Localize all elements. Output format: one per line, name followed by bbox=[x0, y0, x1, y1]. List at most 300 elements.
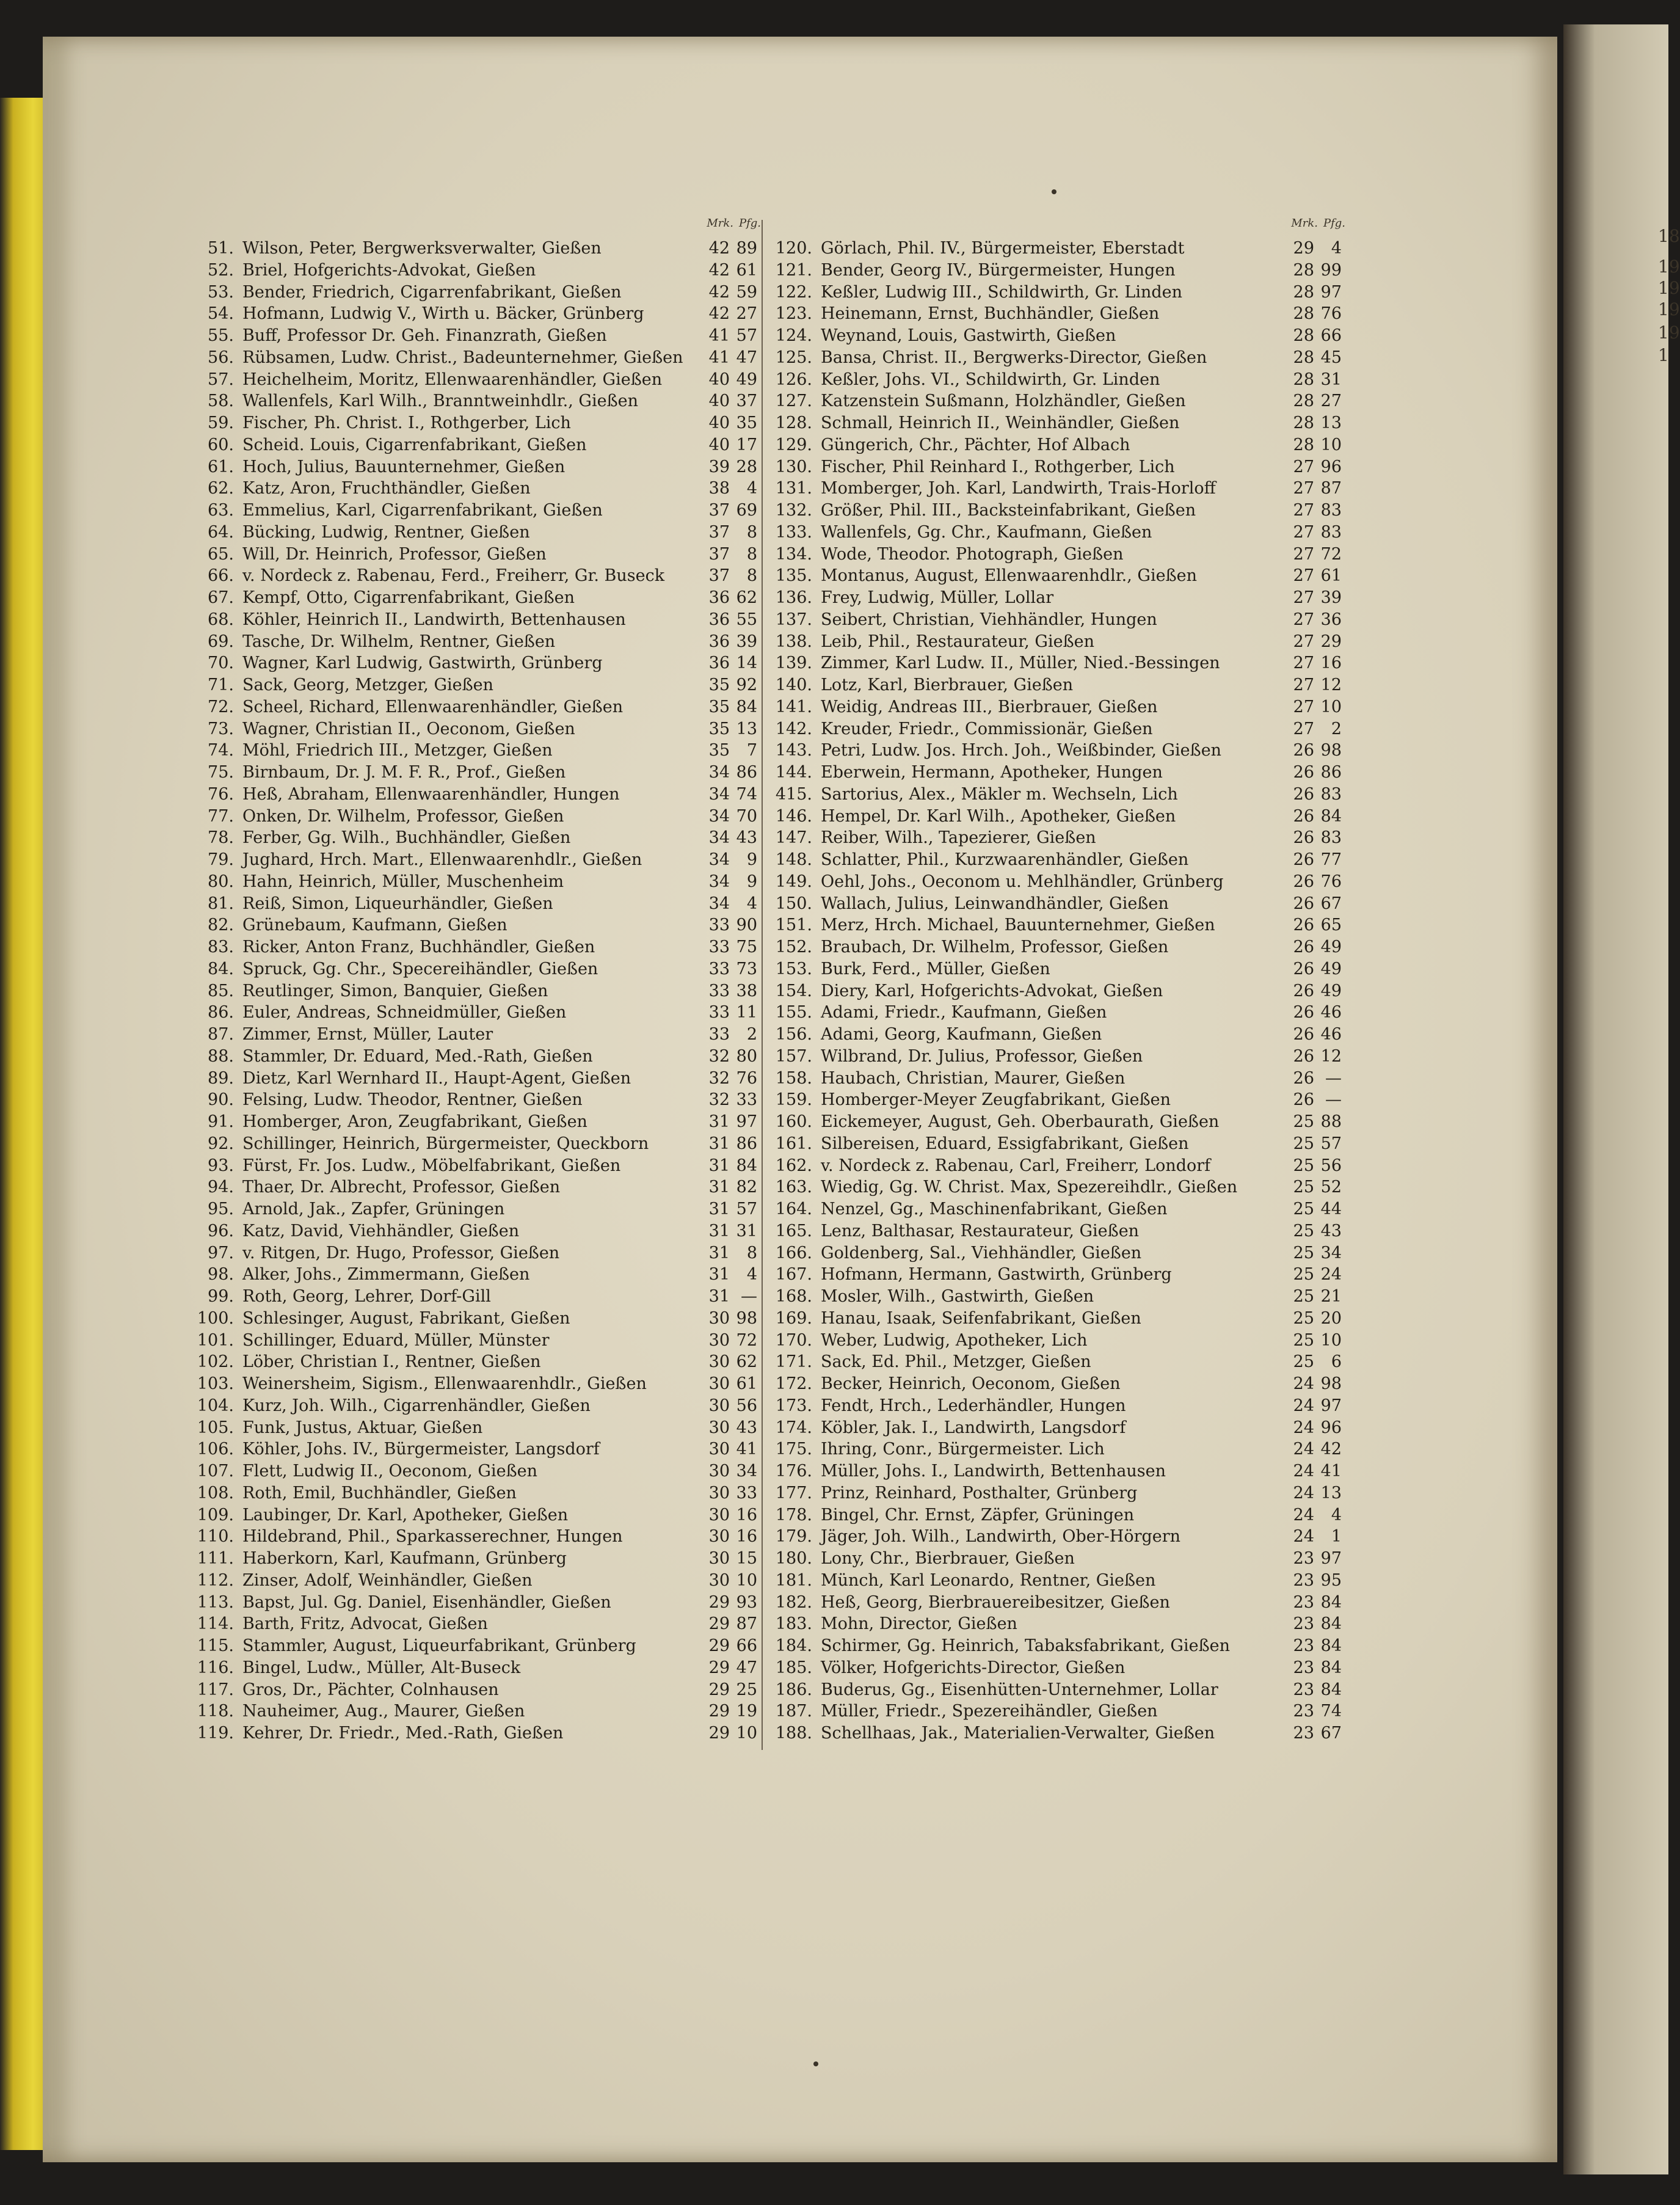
entry-pfennig: 61 bbox=[736, 260, 757, 280]
entry-number: 183. bbox=[775, 1614, 812, 1634]
entry-pfennig: 43 bbox=[736, 1418, 757, 1437]
list-item bbox=[192, 1111, 757, 1133]
entry-pfennig: 4 bbox=[746, 479, 757, 498]
entry-mark: 29 bbox=[708, 1636, 730, 1655]
entry-mark: 33 bbox=[708, 981, 730, 1000]
entry-number: 177. bbox=[775, 1483, 812, 1503]
entry-pfennig: 73 bbox=[736, 959, 757, 979]
entry-pfennig: 52 bbox=[1320, 1178, 1342, 1197]
entry-mark: 27 bbox=[1293, 544, 1314, 564]
entry-number: 69. bbox=[208, 632, 234, 651]
entry-number: 157. bbox=[775, 1046, 812, 1066]
entry-name: Laubinger, Dr. Karl, Apotheker, Gießen bbox=[242, 1505, 569, 1525]
entry-pfennig: 28 bbox=[736, 457, 757, 476]
entry-number: 105. bbox=[197, 1418, 234, 1437]
entry-mark: 32 bbox=[708, 1068, 730, 1088]
entry-number: 185. bbox=[775, 1658, 812, 1677]
entry-mark: 23 bbox=[1293, 1658, 1314, 1677]
entry-name: Bücking, Ludwig, Rentner, Gießen bbox=[242, 522, 530, 542]
entry-mark: 32 bbox=[708, 1090, 730, 1110]
list-item bbox=[192, 1417, 757, 1439]
entry-pfennig: 76 bbox=[736, 1068, 757, 1088]
list-item bbox=[192, 1482, 757, 1504]
entry-name: Müller, Johs. I., Landwirth, Bettenhausen bbox=[821, 1462, 1166, 1481]
entry-name: Bender, Georg IV., Bürgermeister, Hungen bbox=[821, 260, 1176, 280]
entry-number: 81. bbox=[208, 894, 234, 913]
entry-mark: 33 bbox=[708, 1003, 730, 1022]
list-item bbox=[771, 1242, 1342, 1264]
entry-mark: 33 bbox=[708, 938, 730, 957]
list-item bbox=[771, 478, 1342, 500]
entry-number: 146. bbox=[775, 806, 812, 826]
list-item bbox=[192, 1504, 757, 1526]
entry-name: v. Nordeck z. Rabenau, Ferd., Freiherr, Gr. Buseck bbox=[242, 566, 665, 586]
entry-name: Heinemann, Ernst, Buchhändler, Gießen bbox=[821, 304, 1160, 324]
entry-mark: 40 bbox=[708, 414, 730, 432]
entry-mark: 42 bbox=[708, 282, 730, 302]
entry-pfennig: 74 bbox=[736, 784, 757, 804]
list-item bbox=[192, 1460, 757, 1482]
edge-number: 19 bbox=[1658, 323, 1680, 343]
list-item bbox=[771, 1176, 1342, 1198]
entry-mark: 33 bbox=[708, 916, 730, 935]
entry-number: 84. bbox=[208, 959, 234, 979]
entry-mark: 27 bbox=[1293, 522, 1314, 542]
entry-pfennig: 42 bbox=[1320, 1440, 1342, 1459]
entry-pfennig: 8 bbox=[746, 566, 757, 586]
list-item bbox=[192, 1286, 757, 1308]
entry-mark: 28 bbox=[1293, 348, 1314, 367]
entry-mark: 28 bbox=[1293, 370, 1314, 389]
entry-name: Kurz, Joh. Wilh., Cigarrenhändler, Gießen bbox=[242, 1396, 591, 1415]
entry-mark: 29 bbox=[708, 1614, 730, 1634]
entry-name: Bingel, Chr. Ernst, Zäpfer, Grüningen bbox=[821, 1505, 1135, 1525]
entry-mark: 34 bbox=[708, 850, 730, 869]
entry-number: 116. bbox=[197, 1658, 234, 1677]
entry-name: Wode, Theodor. Photograph, Gießen bbox=[821, 544, 1124, 564]
entry-pfennig: 97 bbox=[736, 1112, 757, 1131]
entry-number: 111. bbox=[197, 1549, 234, 1568]
entry-pfennig: 2 bbox=[1331, 719, 1342, 738]
list-item bbox=[771, 1592, 1342, 1614]
entry-name: Buff, Professor Dr. Geh. Finanzrath, Gießen bbox=[242, 326, 607, 345]
list-item bbox=[771, 1570, 1342, 1592]
entry-name: Bingel, Ludw., Müller, Alt-Buseck bbox=[242, 1658, 521, 1677]
entry-pfennig: 98 bbox=[1320, 1374, 1342, 1393]
entry-name: Tasche, Dr. Wilhelm, Rentner, Gießen bbox=[242, 632, 556, 651]
entry-number: 169. bbox=[775, 1308, 812, 1328]
ink-speck bbox=[1052, 189, 1056, 194]
entry-pfennig: 11 bbox=[736, 1003, 757, 1022]
entry-number: 143. bbox=[775, 741, 812, 760]
entry-pfennig: 86 bbox=[1320, 763, 1342, 782]
entry-number: 140. bbox=[775, 676, 812, 694]
entry-name: Hofmann, Hermann, Gastwirth, Grünberg bbox=[821, 1265, 1172, 1285]
list-item bbox=[192, 1089, 757, 1111]
entry-mark: 28 bbox=[1293, 414, 1314, 432]
list-item bbox=[192, 674, 757, 696]
entry-mark: 42 bbox=[708, 239, 730, 258]
list-item bbox=[771, 1351, 1342, 1373]
list-item bbox=[192, 347, 757, 369]
entry-name: Katzenstein Sußmann, Holzhändler, Gießen bbox=[821, 392, 1186, 411]
entry-pfennig: 87 bbox=[736, 1614, 757, 1634]
entry-name: Thaer, Dr. Albrecht, Professor, Gießen bbox=[242, 1178, 561, 1197]
entry-pfennig: 7 bbox=[746, 741, 757, 760]
list-item bbox=[771, 1330, 1342, 1352]
entry-pfennig: 47 bbox=[736, 1658, 757, 1677]
list-item bbox=[771, 238, 1342, 260]
entry-number: 178. bbox=[775, 1505, 812, 1525]
entry-number: 71. bbox=[208, 676, 234, 694]
entry-name: Weinersheim, Sigism., Ellenwaarenhdlr., Gießen bbox=[242, 1374, 647, 1393]
list-item bbox=[192, 893, 757, 915]
list-item bbox=[192, 390, 757, 412]
list-item bbox=[192, 696, 757, 718]
entry-name: Lenz, Balthasar, Restaurateur, Gießen bbox=[821, 1221, 1140, 1241]
entry-mark: 40 bbox=[708, 435, 730, 454]
entry-number: 167. bbox=[775, 1265, 812, 1285]
entry-name: Hanau, Isaak, Seifenfabrikant, Gießen bbox=[821, 1308, 1141, 1328]
entry-name: Burk, Ferd., Müller, Gießen bbox=[821, 959, 1050, 979]
list-item bbox=[192, 1635, 757, 1657]
list-item bbox=[771, 762, 1342, 784]
entry-pfennig: 66 bbox=[736, 1636, 757, 1655]
list-item bbox=[771, 1395, 1342, 1417]
entry-pfennig: 70 bbox=[736, 806, 757, 826]
column-divider bbox=[762, 220, 763, 1750]
entry-number: 83. bbox=[208, 938, 234, 957]
list-item bbox=[192, 1176, 757, 1198]
entry-pfennig: 20 bbox=[1320, 1308, 1342, 1328]
entry-number: 180. bbox=[775, 1549, 812, 1568]
entry-number: 96. bbox=[208, 1221, 234, 1241]
list-item bbox=[192, 1220, 757, 1242]
list-item bbox=[192, 762, 757, 784]
entry-number: 106. bbox=[197, 1440, 234, 1459]
list-item bbox=[771, 1198, 1342, 1220]
entry-name: Leib, Phil., Restaurateur, Gießen bbox=[821, 632, 1094, 651]
list-item bbox=[192, 565, 757, 587]
entry-pfennig: 67 bbox=[1320, 1724, 1342, 1743]
entry-name: Rübsamen, Ludw. Christ., Badeunternehmer, Gießen bbox=[242, 348, 683, 367]
entry-name: Reutlinger, Simon, Banquier, Gießen bbox=[242, 981, 548, 1000]
entry-pfennig: 49 bbox=[1320, 981, 1342, 1000]
list-item bbox=[771, 282, 1342, 304]
entry-number: 176. bbox=[775, 1462, 812, 1481]
list-item bbox=[771, 1111, 1342, 1133]
entry-number: 135. bbox=[775, 566, 812, 586]
entry-name: Scheid. Louis, Cigarrenfabrikant, Gießen bbox=[242, 435, 587, 454]
entry-mark: 34 bbox=[708, 872, 730, 891]
taxpayer-list-left bbox=[192, 238, 757, 1744]
list-item bbox=[192, 849, 757, 871]
entry-mark: 40 bbox=[708, 392, 730, 411]
entry-pfennig: 72 bbox=[736, 1330, 757, 1350]
entry-mark: 31 bbox=[708, 1287, 730, 1306]
entry-number: 415. bbox=[775, 784, 812, 804]
entry-number: 153. bbox=[775, 959, 812, 979]
entry-pfennig: 97 bbox=[1320, 282, 1342, 302]
entry-number: 76. bbox=[208, 784, 234, 804]
entry-mark: 28 bbox=[1293, 392, 1314, 411]
entry-name: Barth, Fritz, Advocat, Gießen bbox=[242, 1614, 488, 1634]
entry-mark: 24 bbox=[1293, 1396, 1314, 1415]
entry-mark: 28 bbox=[1293, 304, 1314, 324]
entry-mark: 24 bbox=[1293, 1418, 1314, 1437]
entry-name: Hildebrand, Phil., Sparkasserechner, Hungen bbox=[242, 1527, 623, 1547]
entry-name: Roth, Emil, Buchhändler, Gießen bbox=[242, 1483, 517, 1503]
entry-name: Bender, Friedrich, Cigarrenfabrikant, Gießen bbox=[242, 282, 622, 302]
entry-name: Weynand, Louis, Gastwirth, Gießen bbox=[821, 326, 1116, 345]
entry-name: Heß, Abraham, Ellenwaarenhändler, Hungen bbox=[242, 784, 620, 804]
entry-mark: 39 bbox=[708, 457, 730, 476]
entry-name: Kempf, Otto, Cigarrenfabrikant, Gießen bbox=[242, 588, 575, 607]
entry-name: v. Nordeck z. Rabenau, Carl, Freiherr, Londorf bbox=[821, 1156, 1211, 1175]
entry-number: 119. bbox=[197, 1724, 234, 1743]
entry-number: 164. bbox=[775, 1200, 812, 1219]
list-item bbox=[192, 282, 757, 304]
entry-name: Becker, Heinrich, Oeconom, Gießen bbox=[821, 1374, 1121, 1393]
entry-mark: 24 bbox=[1293, 1505, 1314, 1525]
entry-number: 64. bbox=[208, 522, 234, 542]
list-item bbox=[771, 871, 1342, 893]
entry-pfennig: 39 bbox=[736, 632, 757, 651]
edge-number: 1 bbox=[1658, 345, 1669, 365]
list-item bbox=[192, 303, 757, 325]
list-item bbox=[771, 631, 1342, 653]
entry-name: Hempel, Dr. Karl Wilh., Apotheker, Gießen bbox=[821, 806, 1176, 826]
entry-name: Jughard, Hrch. Mart., Ellenwaarenhdlr., Gießen bbox=[242, 850, 642, 869]
entry-name: Schmall, Heinrich II., Weinhändler, Gießen bbox=[821, 414, 1180, 432]
entry-mark: 25 bbox=[1293, 1221, 1314, 1241]
entry-number: 149. bbox=[775, 872, 812, 891]
entry-mark: 30 bbox=[708, 1418, 730, 1437]
entry-mark: 31 bbox=[708, 1200, 730, 1219]
entry-pfennig: 10 bbox=[736, 1570, 757, 1590]
entry-pfennig: 41 bbox=[1320, 1462, 1342, 1481]
entry-mark: 31 bbox=[708, 1221, 730, 1241]
list-item bbox=[192, 478, 757, 500]
list-item bbox=[771, 849, 1342, 871]
entry-number: 78. bbox=[208, 828, 234, 848]
entry-pfennig: 9 bbox=[746, 850, 757, 869]
adjacent-page-edge bbox=[1563, 24, 1680, 2174]
entry-mark: 24 bbox=[1293, 1527, 1314, 1547]
entry-pfennig: 67 bbox=[1320, 894, 1342, 913]
list-item bbox=[771, 390, 1342, 412]
entry-number: 112. bbox=[197, 1570, 234, 1590]
entry-mark: 25 bbox=[1293, 1178, 1314, 1197]
list-item bbox=[192, 827, 757, 849]
entry-mark: 42 bbox=[708, 260, 730, 280]
entry-name: Keßler, Ludwig III., Schildwirth, Gr. Linden bbox=[821, 282, 1183, 302]
list-item bbox=[192, 1024, 757, 1046]
entry-mark: 37 bbox=[708, 544, 730, 564]
entry-mark: 30 bbox=[708, 1396, 730, 1415]
entry-number: 120. bbox=[775, 239, 812, 258]
entry-name: Bapst, Jul. Gg. Daniel, Eisenhändler, Gießen bbox=[242, 1592, 611, 1612]
entry-mark: 26 bbox=[1293, 763, 1314, 782]
entry-pfennig: 69 bbox=[736, 501, 757, 520]
list-item bbox=[771, 958, 1342, 980]
list-item bbox=[192, 1657, 757, 1679]
entry-mark: 30 bbox=[708, 1374, 730, 1393]
entry-mark: 28 bbox=[1293, 435, 1314, 454]
entry-number: 121. bbox=[775, 260, 812, 280]
ink-speck bbox=[813, 2061, 818, 2066]
entry-mark: 26 bbox=[1293, 806, 1314, 826]
entry-pfennig: 96 bbox=[1320, 457, 1342, 476]
entry-pfennig: 93 bbox=[736, 1592, 757, 1612]
entry-mark: 23 bbox=[1293, 1680, 1314, 1699]
entry-number: 109. bbox=[197, 1505, 234, 1525]
entry-name: Völker, Hofgerichts-Director, Gießen bbox=[821, 1658, 1125, 1677]
entry-mark: 32 bbox=[708, 1046, 730, 1066]
entry-number: 61. bbox=[208, 457, 234, 476]
list-item bbox=[192, 544, 757, 566]
entry-name: Braubach, Dr. Wilhelm, Professor, Gießen bbox=[821, 938, 1169, 957]
edge-number: 19 bbox=[1658, 299, 1680, 319]
entry-pfennig: 36 bbox=[1320, 610, 1342, 629]
entry-mark: 24 bbox=[1293, 1462, 1314, 1481]
entry-number: 107. bbox=[197, 1462, 234, 1481]
entry-name: Wilson, Peter, Bergwerksverwalter, Gießen bbox=[242, 239, 602, 258]
entry-name: Münch, Karl Leonardo, Rentner, Gießen bbox=[821, 1570, 1156, 1590]
entry-mark: 41 bbox=[708, 348, 730, 367]
entry-mark: 25 bbox=[1293, 1330, 1314, 1350]
list-item bbox=[771, 1220, 1342, 1242]
entry-pfennig: 10 bbox=[736, 1724, 757, 1743]
list-item bbox=[192, 325, 757, 347]
entry-name: Görlach, Phil. IV., Bürgermeister, Eberstadt bbox=[821, 239, 1185, 258]
entry-name: Roth, Georg, Lehrer, Dorf-Gill bbox=[242, 1287, 491, 1306]
entry-pfennig: 49 bbox=[1320, 959, 1342, 979]
entry-pfennig: 38 bbox=[736, 981, 757, 1000]
entry-mark: 29 bbox=[708, 1592, 730, 1612]
entry-name: Onken, Dr. Wilhelm, Professor, Gießen bbox=[242, 806, 564, 826]
entry-name: Sartorius, Alex., Mäkler m. Wechseln, Lich bbox=[821, 784, 1178, 804]
entry-number: 89. bbox=[208, 1068, 234, 1088]
entry-name: Lotz, Karl, Bierbrauer, Gießen bbox=[821, 676, 1074, 694]
entry-name: Löber, Christian I., Rentner, Gießen bbox=[242, 1352, 541, 1372]
entry-pfennig: 92 bbox=[736, 676, 757, 694]
list-item bbox=[192, 1613, 757, 1635]
list-item bbox=[771, 1438, 1342, 1460]
entry-mark: 30 bbox=[708, 1352, 730, 1372]
entry-name: Weidig, Andreas III., Bierbrauer, Gießen bbox=[821, 697, 1158, 716]
entry-number: 99. bbox=[208, 1287, 234, 1306]
list-item bbox=[771, 1373, 1342, 1395]
entry-name: Schlatter, Phil., Kurzwaarenhändler, Gießen bbox=[821, 850, 1189, 869]
list-item bbox=[771, 303, 1342, 325]
list-item bbox=[771, 522, 1342, 544]
entry-pfennig: 84 bbox=[1320, 1614, 1342, 1634]
entry-pfennig: 2 bbox=[746, 1025, 757, 1044]
entry-mark: 34 bbox=[708, 828, 730, 848]
entry-pfennig: 21 bbox=[1320, 1287, 1342, 1306]
list-item bbox=[771, 456, 1342, 478]
list-item bbox=[771, 1417, 1342, 1439]
entry-pfennig: 84 bbox=[1320, 1658, 1342, 1677]
entry-mark: 34 bbox=[708, 806, 730, 826]
entry-pfennig: 27 bbox=[1320, 392, 1342, 411]
entry-mark: 23 bbox=[1293, 1702, 1314, 1721]
entry-number: 93. bbox=[208, 1156, 234, 1175]
list-item bbox=[192, 1046, 757, 1068]
entry-name: Alker, Johs., Zimmermann, Gießen bbox=[242, 1265, 530, 1285]
entry-number: 90. bbox=[208, 1090, 234, 1110]
entry-pfennig: 62 bbox=[736, 588, 757, 607]
list-item bbox=[771, 914, 1342, 936]
entry-mark: 25 bbox=[1293, 1134, 1314, 1153]
entry-number: 136. bbox=[775, 588, 812, 607]
entry-pfennig: 84 bbox=[736, 697, 757, 716]
entry-mark: 35 bbox=[708, 697, 730, 716]
list-item bbox=[771, 1155, 1342, 1177]
entry-number: 148. bbox=[775, 850, 812, 869]
list-item bbox=[192, 980, 757, 1002]
entry-mark: 31 bbox=[708, 1243, 730, 1263]
entry-name: Kehrer, Dr. Friedr., Med.-Rath, Gießen bbox=[242, 1724, 564, 1743]
entry-pfennig: 46 bbox=[1320, 1003, 1342, 1022]
list-item bbox=[192, 740, 757, 762]
entry-pfennig: 10 bbox=[1320, 435, 1342, 454]
list-item bbox=[192, 1526, 757, 1548]
entry-pfennig: 15 bbox=[736, 1549, 757, 1568]
entry-number: 186. bbox=[775, 1680, 812, 1699]
entry-pfennig: 86 bbox=[736, 763, 757, 782]
list-item bbox=[192, 238, 757, 260]
list-item bbox=[192, 434, 757, 456]
entry-name: Nauheimer, Aug., Maurer, Gießen bbox=[242, 1702, 525, 1721]
list-item bbox=[771, 260, 1342, 282]
list-item bbox=[192, 631, 757, 653]
entry-number: 63. bbox=[208, 501, 234, 520]
entry-pfennig: 4 bbox=[746, 894, 757, 913]
list-item bbox=[771, 784, 1342, 806]
entry-name: Jäger, Joh. Wilh., Landwirth, Ober-Hörgern bbox=[821, 1527, 1181, 1547]
list-item bbox=[771, 652, 1342, 674]
entry-number: 156. bbox=[775, 1025, 812, 1044]
entry-number: 179. bbox=[775, 1527, 812, 1547]
entry-pfennig: 72 bbox=[1320, 544, 1342, 564]
list-item bbox=[192, 1002, 757, 1024]
entry-pfennig: 82 bbox=[736, 1178, 757, 1197]
entry-name: Sack, Ed. Phil., Metzger, Gießen bbox=[821, 1352, 1091, 1372]
entry-pfennig: 84 bbox=[1320, 1636, 1342, 1655]
entry-number: 68. bbox=[208, 610, 234, 629]
entry-pfennig: 83 bbox=[1320, 522, 1342, 542]
entry-mark: 33 bbox=[708, 1025, 730, 1044]
entry-name: Größer, Phil. III., Backsteinfabrikant, Gießen bbox=[821, 501, 1196, 520]
entry-name: Weber, Ludwig, Apotheker, Lich bbox=[821, 1330, 1088, 1350]
entry-number: 138. bbox=[775, 632, 812, 651]
list-item bbox=[192, 1198, 757, 1220]
list-item bbox=[192, 609, 757, 631]
entry-number: 172. bbox=[775, 1374, 812, 1393]
entry-mark: 27 bbox=[1293, 588, 1314, 607]
entry-name: Frey, Ludwig, Müller, Lollar bbox=[821, 588, 1054, 607]
entry-mark: 27 bbox=[1293, 632, 1314, 651]
entry-name: Fendt, Hrch., Lederhändler, Hungen bbox=[821, 1396, 1126, 1415]
entry-name: Homberger-Meyer Zeugfabrikant, Gießen bbox=[821, 1090, 1171, 1110]
entry-number: 82. bbox=[208, 916, 234, 935]
entry-mark: 27 bbox=[1293, 719, 1314, 738]
list-item bbox=[771, 434, 1342, 456]
entry-number: 182. bbox=[775, 1592, 812, 1612]
entry-name: Fürst, Fr. Jos. Ludw., Möbelfabrikant, Gießen bbox=[242, 1156, 621, 1175]
